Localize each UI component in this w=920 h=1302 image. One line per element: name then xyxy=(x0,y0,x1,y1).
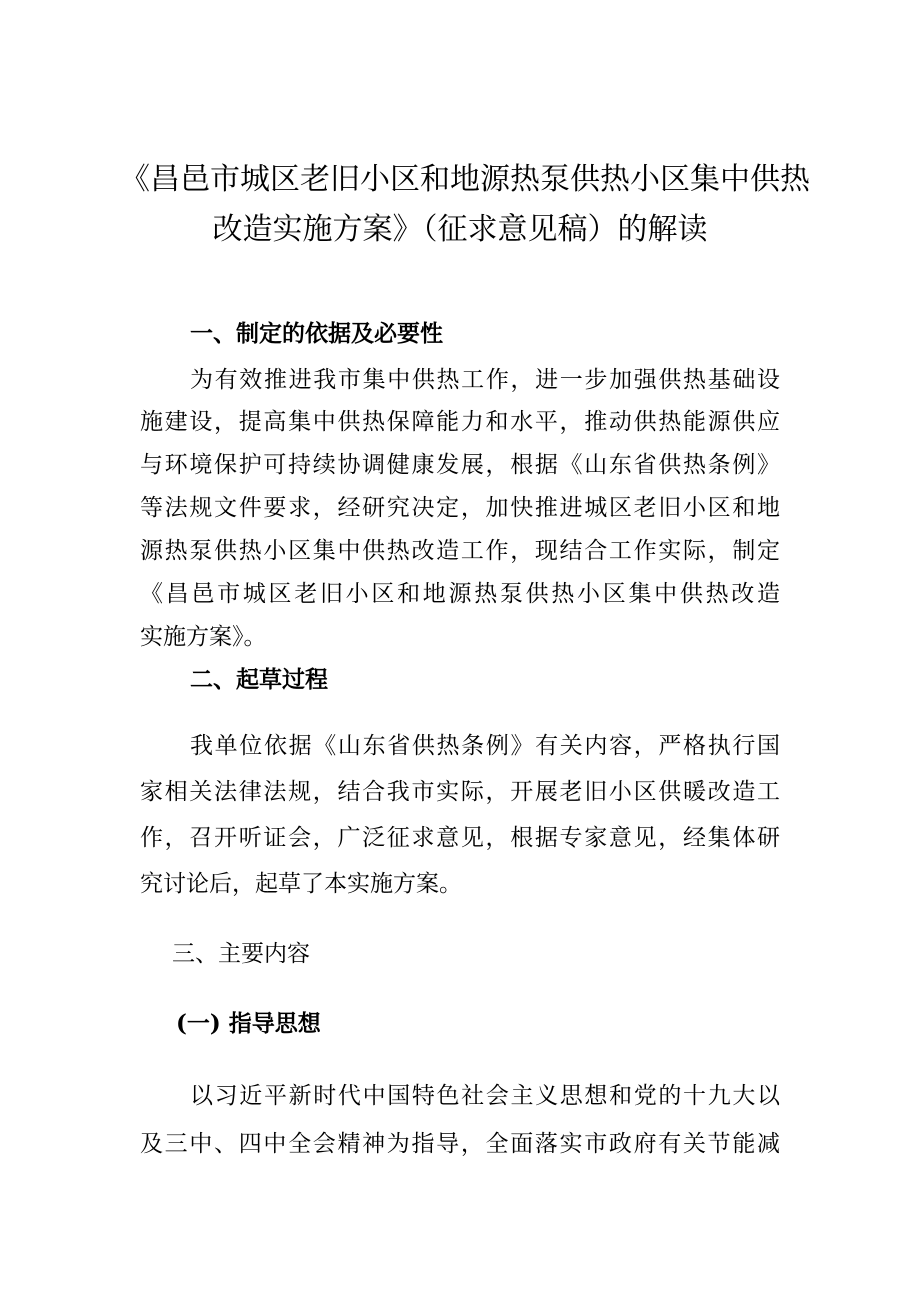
section-heading-main-content: 三、主要内容 xyxy=(172,941,310,967)
paragraph-line: 与环境保护可持续协调健康发展，根据《山东省供热条例》 xyxy=(140,452,780,478)
paragraph-line: 作，召开听证会，广泛征求意见，根据专家意见，经集体研 xyxy=(140,825,780,851)
paragraph-line: 实施方案》。 xyxy=(140,624,267,650)
paragraph-line: 源热泵供热小区集中供热改造工作，现结合工作实际，制定 xyxy=(140,538,780,564)
section-heading-basis: 一、制定的依据及必要性 xyxy=(190,321,443,347)
paragraph-line: 为有效推进我市集中供热工作，进一步加强供热基础设 xyxy=(190,367,780,393)
paragraph-line: 施建设，提高集中供热保障能力和水平，推动供热能源供应 xyxy=(140,409,780,435)
subsection-heading-guiding-ideology: (一) 指导思想 xyxy=(176,1010,321,1037)
section-heading-drafting: 二、起草过程 xyxy=(190,667,328,693)
paragraph-line: 等法规文件要求，经研究决定，加快推进城区老旧小区和地 xyxy=(140,495,780,521)
document-title-line-1: 《昌邑市城区老旧小区和地源热泵供热小区集中供热 xyxy=(120,162,810,197)
document-title-line-2: 改造实施方案》（征求意见稿）的解读 xyxy=(212,212,708,247)
paragraph-line: 我单位依据《山东省供热条例》有关内容，严格执行国 xyxy=(190,733,780,759)
paragraph-line: 家相关法律法规，结合我市实际，开展老旧小区供暖改造工 xyxy=(140,779,780,805)
paragraph-line: 究讨论后，起草了本实施方案。 xyxy=(140,871,462,897)
paragraph-line: 《昌邑市城区老旧小区和地源热泵供热小区集中供热改造 xyxy=(140,581,780,607)
paragraph-line: 以习近平新时代中国特色社会主义思想和党的十九大以 xyxy=(190,1083,780,1109)
paragraph-line: 及三中、四中全会精神为指导，全面落实市政府有关节能减 xyxy=(140,1131,780,1157)
